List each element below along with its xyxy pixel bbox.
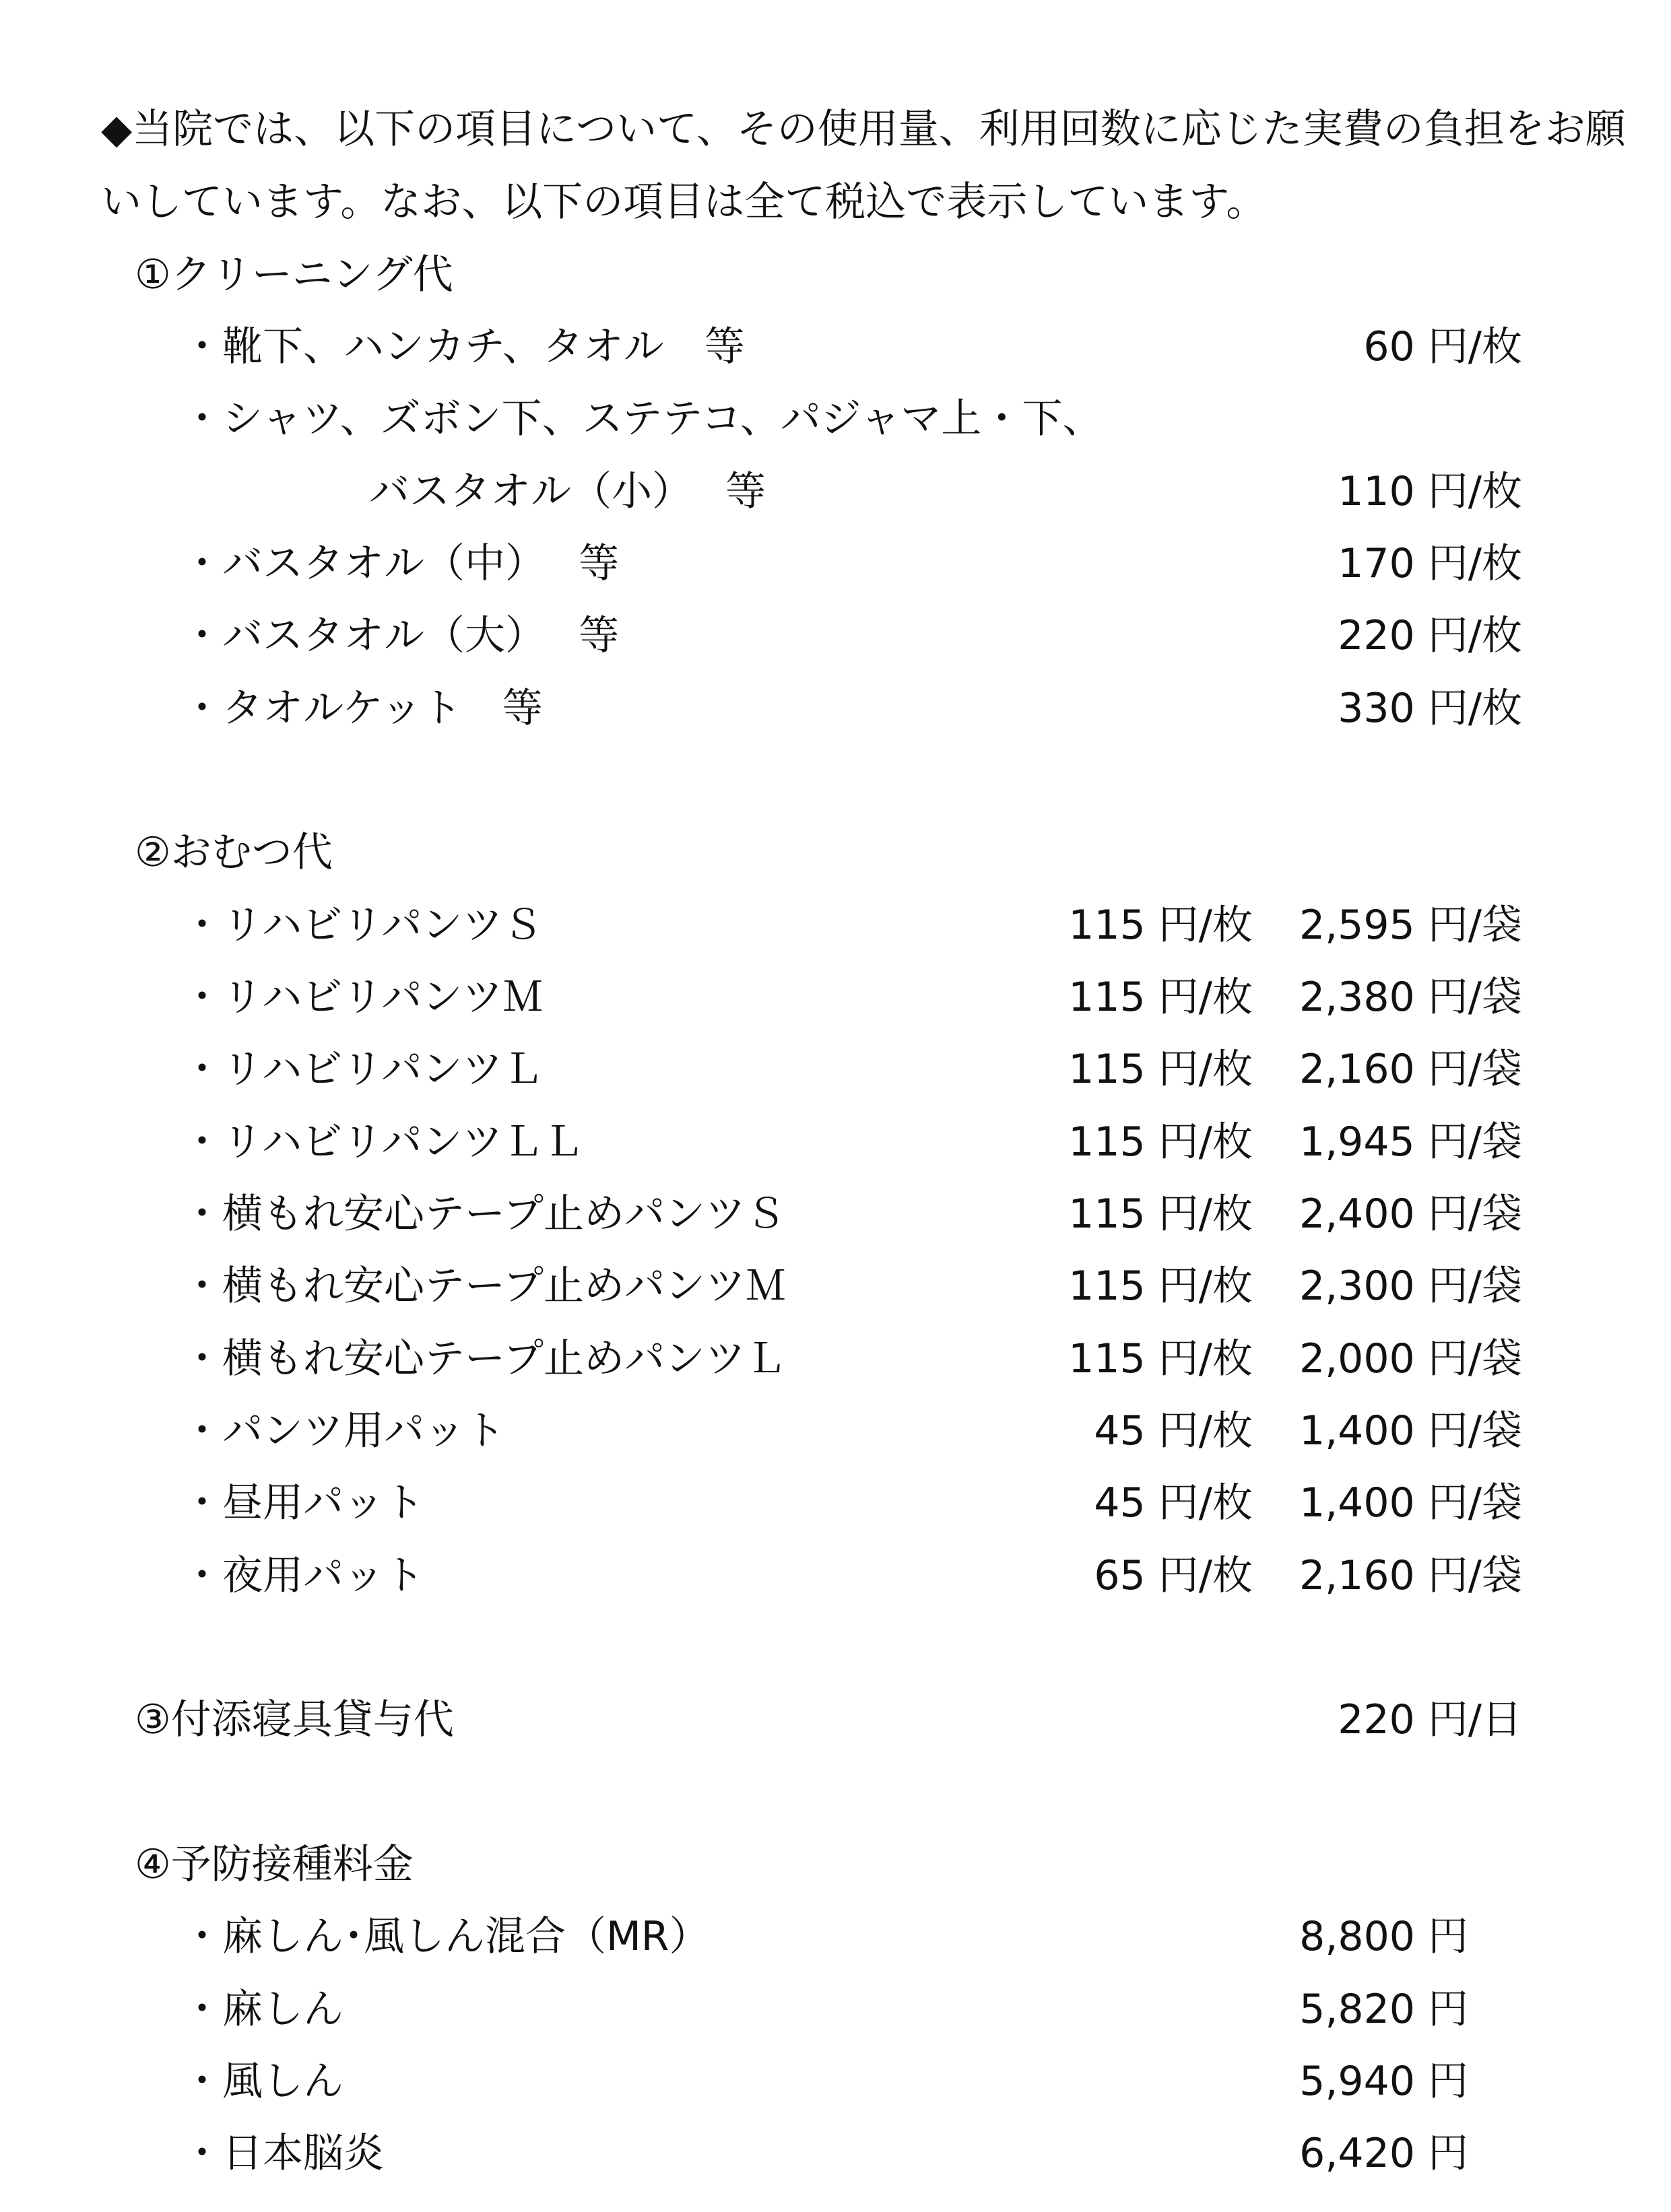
diaper-item-name: ・昼用パット bbox=[182, 1479, 424, 1527]
diaper-item-per-bag: 2,000 円/袋 bbox=[1299, 1335, 1522, 1382]
vaccination-item-price: 8,800 円 bbox=[1299, 1913, 1468, 1960]
intro-line-1: ◆当院では、以下の項目について、その使用量、利用回数に応じた実費の負担をお願 bbox=[101, 106, 1626, 153]
diaper-item-per-bag: 2,380 円/袋 bbox=[1299, 974, 1522, 1021]
vaccination-item-price: 5,940 円 bbox=[1299, 2058, 1468, 2105]
diaper-item-per-sheet: 115 円/枚 bbox=[1068, 1335, 1253, 1382]
diaper-item-name: ・リハビリパンツＭ bbox=[182, 974, 544, 1021]
diaper-item-per-sheet: 115 円/枚 bbox=[1068, 1118, 1253, 1166]
cleaning-item-name: ・シャツ、ズボン下、ステテコ、パジャマ上・下、 bbox=[182, 395, 1103, 442]
diaper-item-per-sheet: 45 円/枚 bbox=[1094, 1407, 1253, 1454]
diaper-item-name: ・横もれ安心テープ止めパンツＳ bbox=[182, 1191, 786, 1238]
bedding-price: 220 円/日 bbox=[1338, 1696, 1522, 1743]
diaper-item-per-bag: 1,945 円/袋 bbox=[1299, 1118, 1522, 1166]
diaper-item-per-bag: 2,160 円/袋 bbox=[1299, 1046, 1522, 1093]
cleaning-item-price: 220 円/枚 bbox=[1338, 612, 1522, 659]
cleaning-item-name: ・バスタオル（大） 等 bbox=[182, 612, 620, 659]
diaper-item-per-bag: 2,400 円/袋 bbox=[1299, 1191, 1522, 1238]
cleaning-item-price: 60 円/枚 bbox=[1363, 323, 1522, 370]
diaper-item-per-sheet: 115 円/枚 bbox=[1068, 1191, 1253, 1238]
diaper-item-name: ・リハビリパンツＬ bbox=[182, 1046, 544, 1093]
diaper-item-per-bag: 2,160 円/袋 bbox=[1299, 1552, 1522, 1599]
vaccination-item-name: ・麻しん bbox=[182, 1986, 343, 2033]
diapers-heading: ②おむつ代 bbox=[135, 829, 333, 876]
cleaning-item-name: ・バスタオル（中） 等 bbox=[182, 540, 620, 587]
diaper-item-per-sheet: 65 円/枚 bbox=[1094, 1552, 1253, 1599]
diaper-item-name: ・横もれ安心テープ止めパンツＬ bbox=[182, 1335, 786, 1382]
diaper-item-per-sheet: 115 円/枚 bbox=[1068, 1263, 1253, 1310]
diaper-item-per-bag: 2,300 円/袋 bbox=[1299, 1263, 1522, 1310]
intro-line-2: いしています。なお、以下の項目は全て税込で表示しています。 bbox=[101, 178, 1267, 226]
cleaning-item-price: 110 円/枚 bbox=[1338, 468, 1522, 515]
cleaning-item-name: ・タオルケット 等 bbox=[182, 685, 543, 732]
vaccination-item-name: ・風しん bbox=[182, 2058, 343, 2105]
vaccination-item-name: ・日本脳炎 bbox=[182, 2130, 384, 2177]
vaccination-item-price: 6,420 円 bbox=[1299, 2130, 1468, 2177]
vaccination-item-name: ・麻しん･風しん混合（MR） bbox=[182, 1913, 710, 1960]
diaper-item-per-sheet: 45 円/枚 bbox=[1094, 1479, 1253, 1527]
cleaning-item-name: バスタオル（小） 等 bbox=[369, 468, 766, 515]
cleaning-item-name: ・靴下、ハンカチ、タオル 等 bbox=[182, 323, 745, 370]
vaccination-heading: ④予防接種料金 bbox=[135, 1841, 414, 1888]
diaper-item-name: ・夜用パット bbox=[182, 1552, 424, 1599]
diaper-item-name: ・リハビリパンツＳ bbox=[182, 902, 544, 949]
diaper-item-per-bag: 1,400 円/袋 bbox=[1299, 1407, 1522, 1454]
diaper-item-name: ・パンツ用パット bbox=[182, 1407, 505, 1454]
diaper-item-per-bag: 1,400 円/袋 bbox=[1299, 1479, 1522, 1527]
cleaning-item-price: 330 円/枚 bbox=[1338, 685, 1522, 732]
cleaning-item-price: 170 円/枚 bbox=[1338, 540, 1522, 587]
diaper-item-per-sheet: 115 円/枚 bbox=[1068, 1046, 1253, 1093]
vaccination-item-price: 5,820 円 bbox=[1299, 1986, 1468, 2033]
cleaning-heading: ①クリーニング代 bbox=[135, 251, 453, 298]
bedding-heading: ③付添寝具貸与代 bbox=[135, 1696, 454, 1743]
diaper-item-per-sheet: 115 円/枚 bbox=[1068, 974, 1253, 1021]
diaper-item-name: ・横もれ安心テープ止めパンツＭ bbox=[182, 1263, 786, 1310]
diaper-item-per-sheet: 115 円/枚 bbox=[1068, 902, 1253, 949]
diaper-item-name: ・リハビリパンツＬＬ bbox=[182, 1118, 584, 1166]
diaper-item-per-bag: 2,595 円/袋 bbox=[1299, 902, 1522, 949]
